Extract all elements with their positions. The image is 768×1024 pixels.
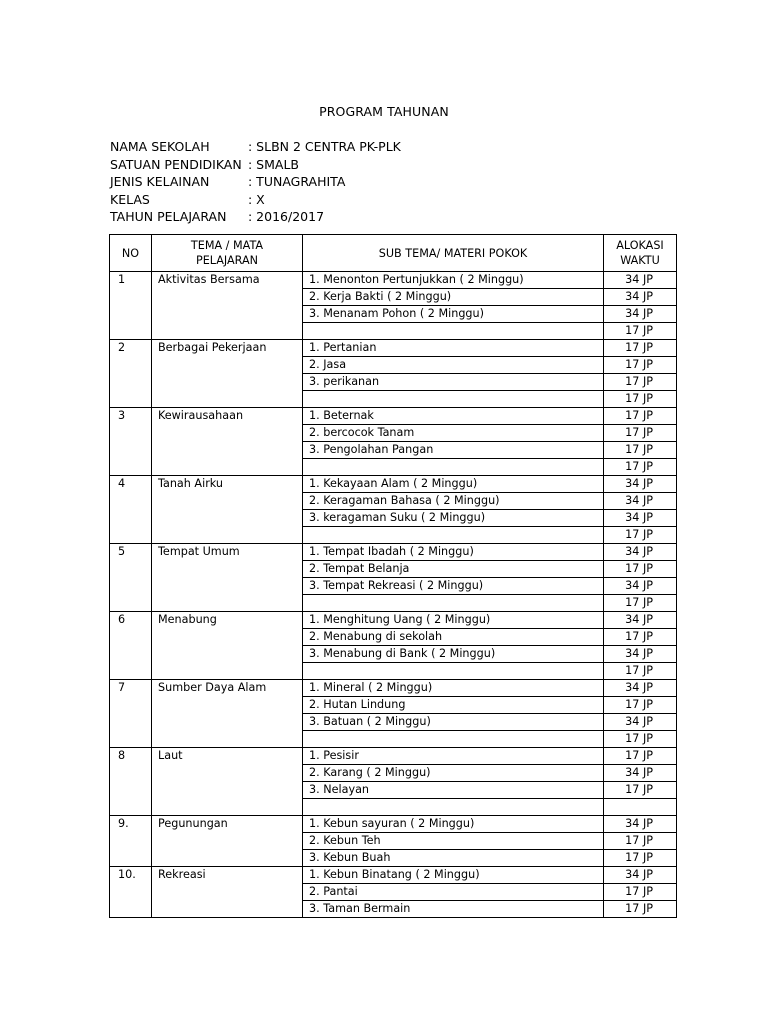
table-row xyxy=(110,272,677,289)
sub-tema-cell: 1. Mineral ( 2 Minggu) xyxy=(303,680,604,697)
tema-cell: Pegunungan xyxy=(152,816,303,867)
row-number: 7 xyxy=(110,680,152,748)
alokasi-cell: 34 JP xyxy=(604,493,677,510)
table-row xyxy=(110,612,677,629)
alokasi-cell: 34 JP xyxy=(604,272,677,289)
alokasi-cell: 17 JP xyxy=(604,663,677,680)
alokasi-cell: 17 JP xyxy=(604,323,677,340)
sub-tema-cell: 2. Tempat Belanja xyxy=(303,561,604,578)
row-number: 8 xyxy=(110,748,152,816)
alokasi-cell: 34 JP xyxy=(604,680,677,697)
sub-tema-cell: 3. Menanam Pohon ( 2 Minggu) xyxy=(303,306,604,323)
table-row xyxy=(110,408,677,425)
sub-tema-cell xyxy=(303,663,604,680)
tema-cell: Kewirausahaan xyxy=(152,408,303,476)
sub-tema-cell: 2. Karang ( 2 Minggu) xyxy=(303,765,604,782)
sub-tema-cell: 3. Pengolahan Pangan xyxy=(303,442,604,459)
alokasi-cell: 34 JP xyxy=(604,646,677,663)
alokasi-cell: 17 JP xyxy=(604,884,677,901)
school-info xyxy=(110,138,401,226)
alokasi-cell: 17 JP xyxy=(604,408,677,425)
tema-cell: Rekreasi xyxy=(152,867,303,918)
sub-tema-cell: 3. perikanan xyxy=(303,374,604,391)
alokasi-cell: 17 JP xyxy=(604,748,677,765)
alokasi-cell xyxy=(604,799,677,816)
row-number: 2 xyxy=(110,340,152,408)
sub-tema-cell: 2. Menabung di sekolah xyxy=(303,629,604,646)
tema-cell: Tanah Airku xyxy=(152,476,303,544)
info-label: KELAS xyxy=(110,191,150,207)
row-number: 10. xyxy=(110,867,152,918)
sub-tema-cell: 2. bercocok Tanam xyxy=(303,425,604,442)
alokasi-cell: 17 JP xyxy=(604,731,677,748)
table-row xyxy=(110,816,677,833)
row-number: 9. xyxy=(110,816,152,867)
sub-tema-cell: 3. Batuan ( 2 Minggu) xyxy=(303,714,604,731)
info-label: JENIS KELAINAN xyxy=(110,174,210,190)
sub-tema-cell: 2. Jasa xyxy=(303,357,604,374)
alokasi-cell: 17 JP xyxy=(604,527,677,544)
sub-tema-cell xyxy=(303,323,604,340)
sub-tema-cell xyxy=(303,595,604,612)
sub-tema-cell xyxy=(303,731,604,748)
sub-tema-cell: 2. Kebun Teh xyxy=(303,833,604,850)
sub-tema-cell: 1. Tempat Ibadah ( 2 Minggu) xyxy=(303,544,604,561)
alokasi-cell: 34 JP xyxy=(604,612,677,629)
header-tema xyxy=(152,235,303,272)
row-number: 5 xyxy=(110,544,152,612)
sub-tema-cell: 3. Kebun Buah xyxy=(303,850,604,867)
row-number: 1 xyxy=(110,272,152,340)
header-alokasi xyxy=(604,235,677,272)
alokasi-cell: 17 JP xyxy=(604,697,677,714)
alokasi-cell: 34 JP xyxy=(604,510,677,527)
row-number: 6 xyxy=(110,612,152,680)
page-title: PROGRAM TAHUNAN xyxy=(319,104,449,119)
table-header-row xyxy=(110,235,677,272)
info-value: : TUNAGRAHITA xyxy=(248,174,346,190)
row-number: 4 xyxy=(110,476,152,544)
sub-tema-cell: 1. Kebun sayuran ( 2 Minggu) xyxy=(303,816,604,833)
tema-cell: Sumber Daya Alam xyxy=(152,680,303,748)
tema-cell: Tempat Umum xyxy=(152,544,303,612)
header-tema-line1: TEMA / MATA xyxy=(190,239,264,252)
info-row xyxy=(110,156,401,174)
alokasi-cell: 17 JP xyxy=(604,833,677,850)
header-sub-tema: SUB TEMA/ MATERI POKOK xyxy=(303,235,604,272)
alokasi-cell: 34 JP xyxy=(604,714,677,731)
info-value: : X xyxy=(248,191,265,207)
program-table xyxy=(109,234,677,918)
sub-tema-cell xyxy=(303,391,604,408)
sub-tema-cell xyxy=(303,799,604,816)
table-row xyxy=(110,680,677,697)
alokasi-cell: 17 JP xyxy=(604,340,677,357)
table-row xyxy=(110,867,677,884)
alokasi-cell: 17 JP xyxy=(604,629,677,646)
sub-tema-cell: 3. keragaman Suku ( 2 Minggu) xyxy=(303,510,604,527)
sub-tema-cell xyxy=(303,459,604,476)
sub-tema-cell: 1. Kebun Binatang ( 2 Minggu) xyxy=(303,867,604,884)
table-row xyxy=(110,544,677,561)
alokasi-cell: 17 JP xyxy=(604,442,677,459)
sub-tema-cell: 3. Menabung di Bank ( 2 Minggu) xyxy=(303,646,604,663)
alokasi-cell: 17 JP xyxy=(604,374,677,391)
alokasi-cell: 17 JP xyxy=(604,357,677,374)
sub-tema-cell: 1. Kekayaan Alam ( 2 Minggu) xyxy=(303,476,604,493)
info-value: : SMALB xyxy=(248,156,299,172)
sub-tema-cell: 1. Pesisir xyxy=(303,748,604,765)
alokasi-cell: 17 JP xyxy=(604,459,677,476)
tema-cell: Aktivitas Bersama xyxy=(152,272,303,340)
sub-tema-cell: 3. Nelayan xyxy=(303,782,604,799)
header-alokasi-line2: WAKTU xyxy=(620,254,660,267)
info-row xyxy=(110,173,401,191)
sub-tema-cell: 2. Hutan Lindung xyxy=(303,697,604,714)
alokasi-cell: 34 JP xyxy=(604,765,677,782)
sub-tema-cell: 1. Beternak xyxy=(303,408,604,425)
sub-tema-cell: 2. Keragaman Bahasa ( 2 Minggu) xyxy=(303,493,604,510)
alokasi-cell: 17 JP xyxy=(604,850,677,867)
tema-cell: Berbagai Pekerjaan xyxy=(152,340,303,408)
sub-tema-cell: 3. Tempat Rekreasi ( 2 Minggu) xyxy=(303,578,604,595)
table-row xyxy=(110,748,677,765)
alokasi-cell: 34 JP xyxy=(604,306,677,323)
alokasi-cell: 17 JP xyxy=(604,561,677,578)
header-no: NO xyxy=(110,235,152,272)
alokasi-cell: 34 JP xyxy=(604,816,677,833)
sub-tema-cell xyxy=(303,527,604,544)
info-row xyxy=(110,138,401,156)
info-value: : SLBN 2 CENTRA PK-PLK xyxy=(248,139,401,154)
sub-tema-cell: 2. Pantai xyxy=(303,884,604,901)
sub-tema-cell: 1. Pertanian xyxy=(303,340,604,357)
header-alokasi-line1: ALOKASI xyxy=(616,239,664,252)
info-label: NAMA SEKOLAH xyxy=(110,139,210,154)
alokasi-cell: 34 JP xyxy=(604,289,677,306)
tema-cell: Laut xyxy=(152,748,303,816)
table-row xyxy=(110,340,677,357)
alokasi-cell: 17 JP xyxy=(604,901,677,918)
sub-tema-cell: 1. Menonton Pertunjukkan ( 2 Minggu) xyxy=(303,272,604,289)
sub-tema-cell: 1. Menghitung Uang ( 2 Minggu) xyxy=(303,612,604,629)
table-row xyxy=(110,476,677,493)
alokasi-cell: 34 JP xyxy=(604,867,677,884)
header-tema-line2: PELAJARAN xyxy=(195,254,259,267)
sub-tema-cell: 3. Taman Bermain xyxy=(303,901,604,918)
alokasi-cell: 17 JP xyxy=(604,595,677,612)
info-label: SATUAN PENDIDIKAN xyxy=(110,156,242,172)
alokasi-cell: 34 JP xyxy=(604,578,677,595)
alokasi-cell: 17 JP xyxy=(604,391,677,408)
alokasi-cell: 17 JP xyxy=(604,425,677,442)
sub-tema-cell: 2. Kerja Bakti ( 2 Minggu) xyxy=(303,289,604,306)
tema-cell: Menabung xyxy=(152,612,303,680)
alokasi-cell: 34 JP xyxy=(604,476,677,493)
alokasi-cell: 17 JP xyxy=(604,782,677,799)
info-row xyxy=(110,208,401,226)
info-label: TAHUN PELAJARAN xyxy=(110,209,227,225)
info-row xyxy=(110,191,401,209)
info-value: : 2016/2017 xyxy=(248,209,325,225)
alokasi-cell: 34 JP xyxy=(604,544,677,561)
row-number: 3 xyxy=(110,408,152,476)
